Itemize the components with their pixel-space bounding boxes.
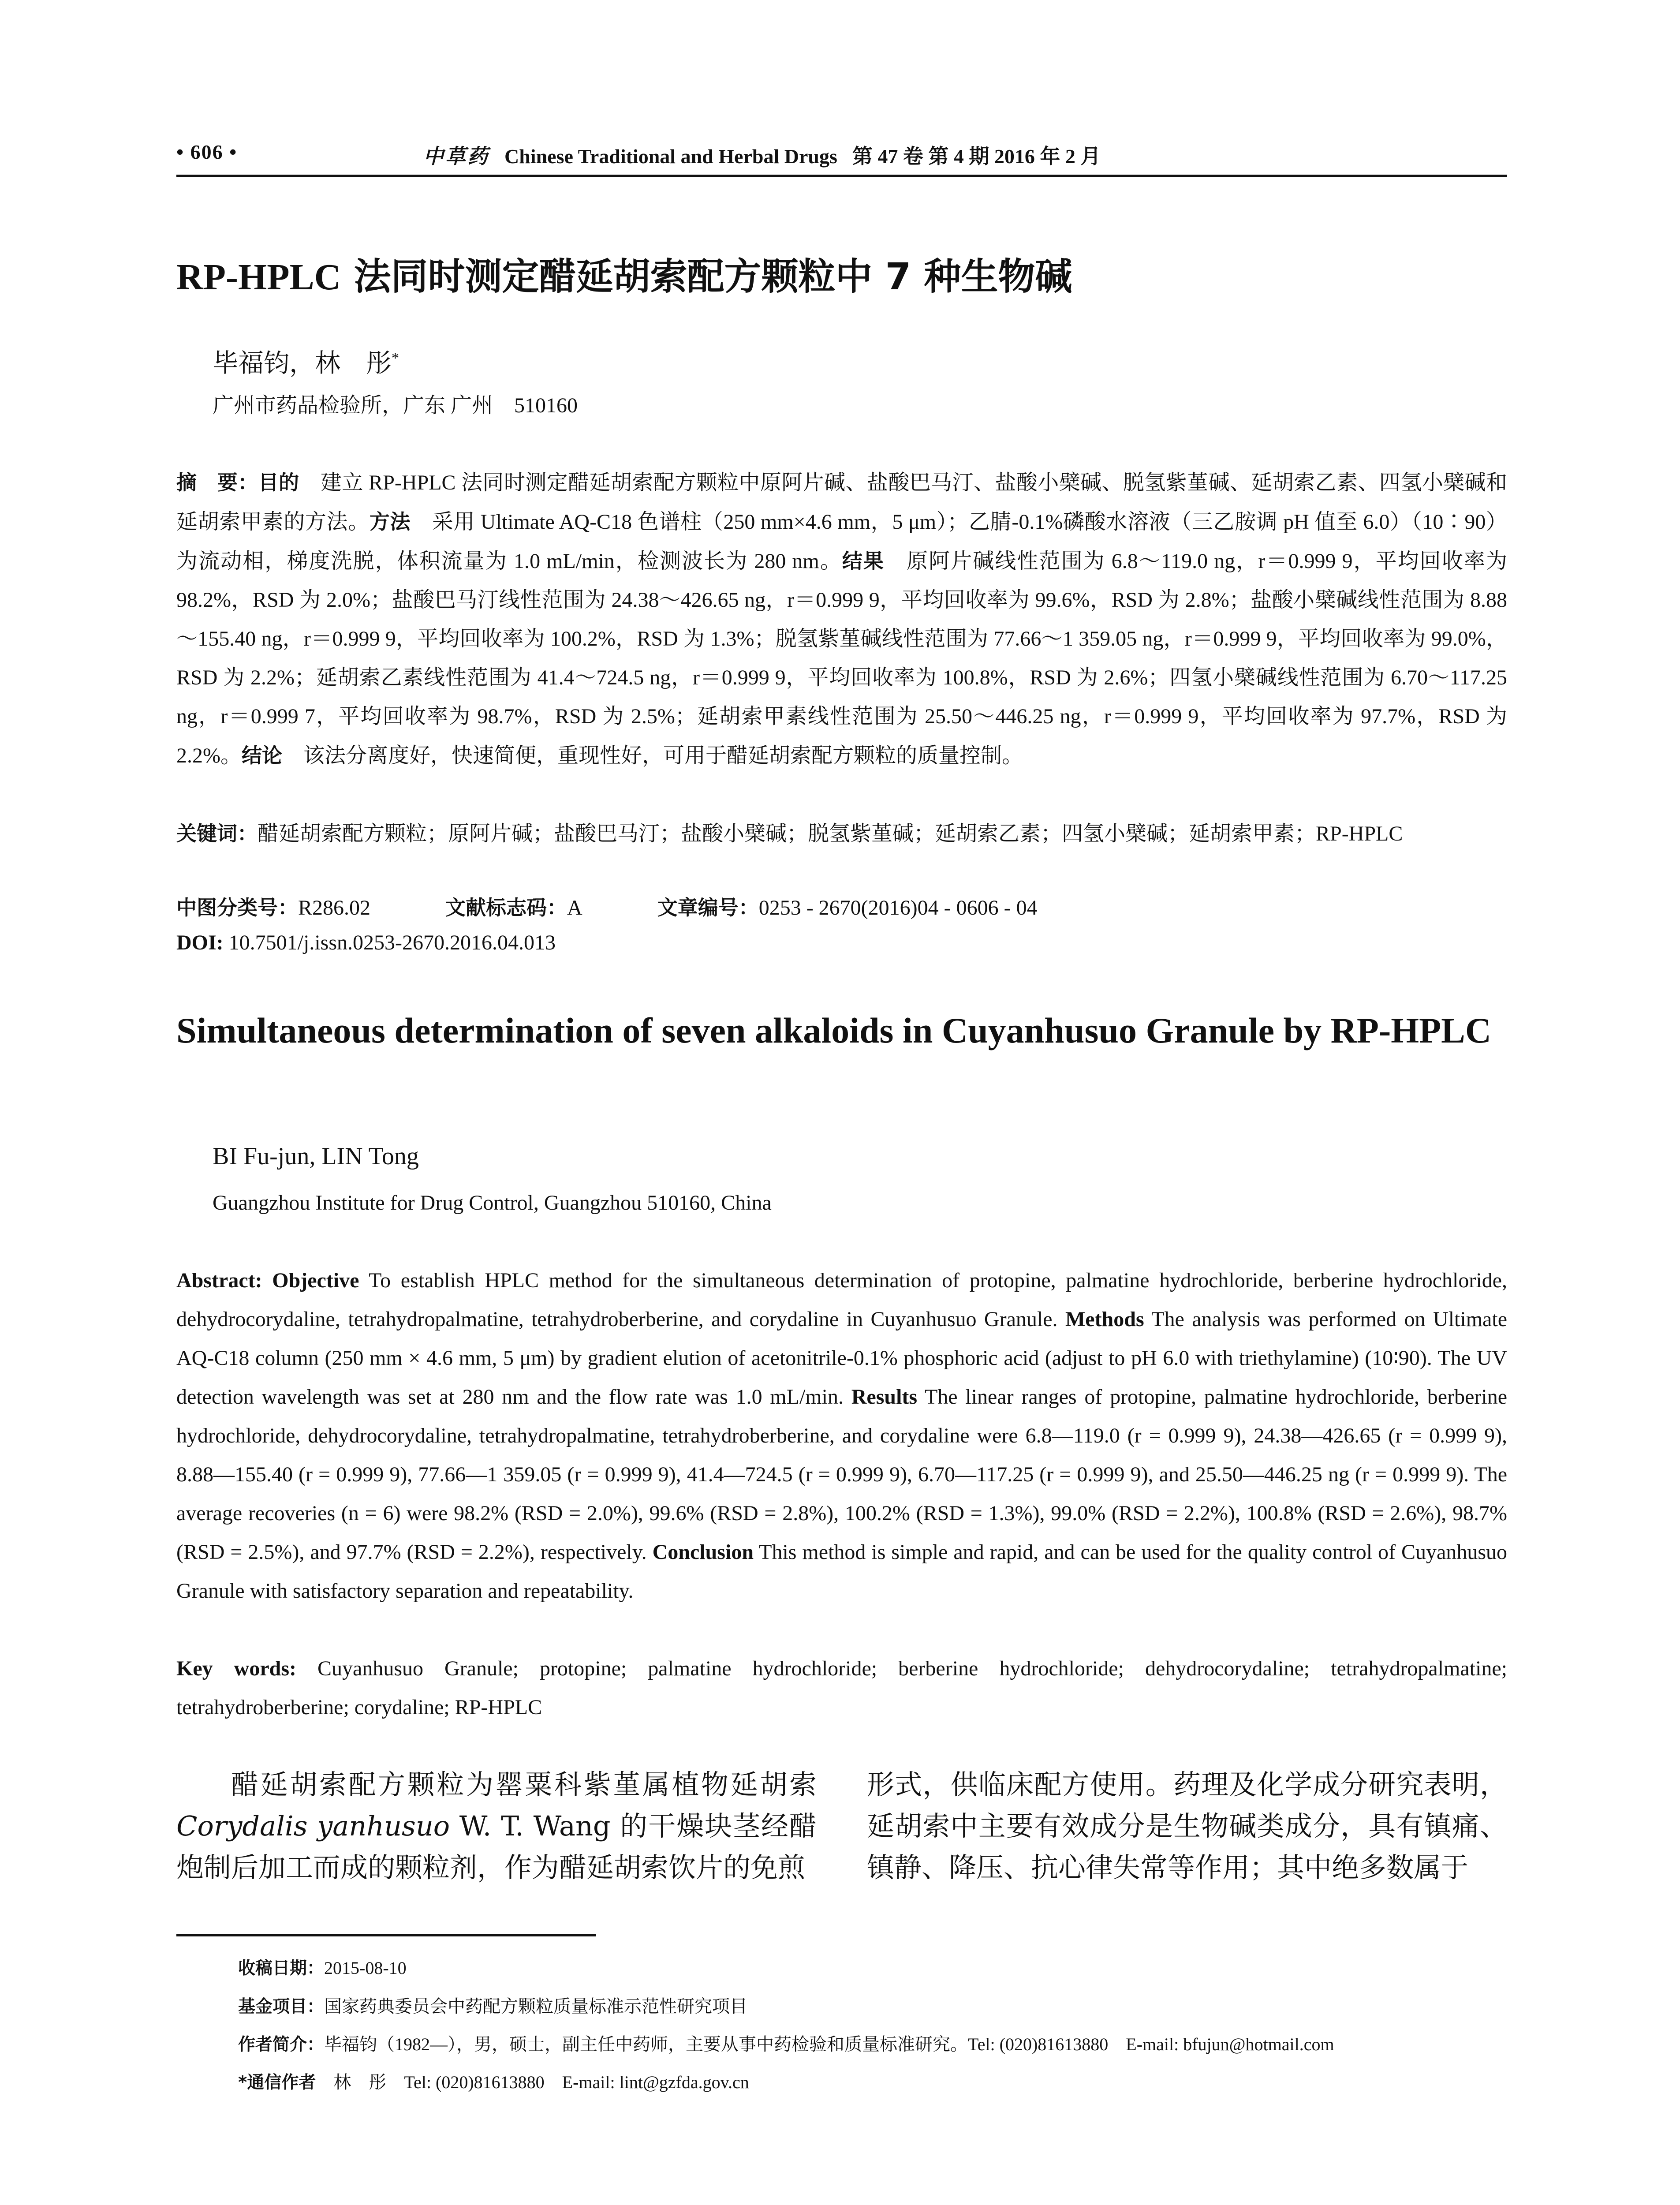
cn-affiliation: 广州市药品检验所，广东 广州 510160 xyxy=(213,394,578,417)
footnote-author-bio xyxy=(238,2030,1334,2056)
journal-name-en: Chinese Traditional and Herbal Drugs xyxy=(504,145,837,168)
cn-author-names: 毕福钧，林 彤 xyxy=(213,349,392,377)
footnote-rule xyxy=(176,1934,596,1936)
body-paragraph xyxy=(176,1764,817,1888)
footnote-received xyxy=(238,1955,407,1979)
en-affiliation: Guangzhou Institute for Drug Control, Guangzhou 510160, China xyxy=(213,1191,772,1215)
body-left-text-1: 醋延胡索配方颗粒为罂粟科紫堇属植物延胡索 xyxy=(231,1768,817,1801)
en-conclusion-text: This method is simple and rapid, and can be used for the quality control of Cuyanhusuo Granule with satisfactory separation and repeatability. xyxy=(176,1540,1508,1603)
article-no-value: 0253 - 2670(2016)04 - 0606 - 04 xyxy=(758,896,1038,919)
cn-result-label: 结果 xyxy=(842,549,885,573)
page-number: • 606 • xyxy=(176,141,238,163)
corresponding-mark: * xyxy=(392,350,399,366)
header-rule xyxy=(176,175,1507,177)
bio-label: 作者简介： xyxy=(238,2035,325,2055)
en-results-text: The linear ranges of protopine, palmatine hydrochloride, berberine hydrochloride, dehydrocorydaline, tetrahydropalmatine, tetrahydroberberine, and corydaline were 6.8—119.0 (r = 0.999 9), 24.38—426.65 (r = 0.999 9), 8.88—155.40 (r = 0.999 9), 77.66—1 359.05 (r = 0.999 9), 41.4—724.5 (r = 0.999 9), 6.70—117.25 (r = 0.999 9), and 25.50—446.25 ng (r = 0.999 9). The average recoveries (n = 6) were 98.2% (RSD = 2.0%), 99.6% (RSD = 2.8%), 100.2% (RSD = 1.3%), 99.0% (RSD = 2.2%), 100.8% (RSD = 2.6%), 98.7% (RSD = 2.5%), and 97.7% (RSD = 2.2%), respectively. xyxy=(176,1385,1508,1564)
cn-result-text: 原阿片碱线性范围为 6.8～119.0 ng，r＝0.999 9，平均回收率为 98.2%，RSD 为 2.0%；盐酸巴马汀线性范围为 24.38～426.65 ng，r＝0.999 9，平均回收率为 99.6%，RSD 为 2.8%；盐酸小檗碱线性范围为 8.88～155.40 ng，r＝0.999 9，平均回收率为 100.2%，RSD 为 1.3%；脱氢紫堇碱线性范围为 77.66～1 359.05 ng，r＝0.999 9，平均回收率为 99.0%，RSD 为 2.2%；延胡索乙素线性范围为 41.4～724.5 ng，r＝0.999 9，平均回收率为 100.8%，RSD 为 2.6%；四氢小檗碱线性范围为 6.70～117.25 ng，r＝0.999 7，平均回收率为 98.7%，RSD 为 2.5%；延胡索甲素线性范围为 25.50～446.25 ng，r＝0.999 9，平均回收率为 97.7%，RSD 为 2.2%。 xyxy=(176,549,1507,767)
received-date: 2015-08-10 xyxy=(324,1958,407,1978)
fund-text: 国家药典委员会中药配方颗粒质量标准示范性研究项目 xyxy=(324,1996,748,2016)
body-left-text-2: W. T. Wang 的干燥块茎经醋炮制后加工而成的颗粒剂，作为醋延胡索饮片的免煎 xyxy=(176,1810,817,1884)
doi-line xyxy=(176,931,556,955)
footnote-fund xyxy=(238,1992,747,2018)
en-keywords-text: Cuyanhusuo Granule; protopine; palmatine hydrochloride; berberine hydrochloride; dehydrocorydaline; tetrahydropalmatine; tetrahydroberberine; corydaline; RP-HPLC xyxy=(176,1657,1507,1719)
corresponding-text: 林 彤 Tel: (020)81613880 E-mail: lint@gzfda.gov.cn xyxy=(316,2072,749,2092)
cn-objective-label: 目的 xyxy=(258,471,299,494)
en-objective-label: Abstract: Objective xyxy=(176,1269,359,1292)
cn-title xyxy=(176,247,1072,300)
received-label: 收稿日期： xyxy=(238,1958,325,1978)
cn-classification-line xyxy=(176,892,1038,921)
cn-keywords xyxy=(176,814,1507,853)
corresponding-label: *通信作者 xyxy=(238,2073,316,2093)
en-keywords-label: Key words: xyxy=(176,1657,296,1680)
species-name: Corydalis yanhusuo xyxy=(176,1810,450,1842)
cn-method-label: 方法 xyxy=(369,510,411,534)
en-abstract xyxy=(176,1261,1507,1611)
cn-title-text: 法同时测定醋延胡索配方颗粒中 7 种生物碱 xyxy=(341,255,1072,298)
cn-keywords-label: 关键词： xyxy=(176,822,258,845)
footnote-corresponding xyxy=(238,2068,749,2093)
en-results-label: Results xyxy=(851,1385,918,1409)
cn-abstract xyxy=(176,463,1507,775)
body-column-right: 形式，供临床配方使用。药理及化学成分研究表明，延胡索中主要有效成分是生物碱类成分，具有镇痛、镇静、降压、抗心律失常等作用；其中绝多数属于 xyxy=(867,1768,1507,1884)
article-no-label: 文章编号： xyxy=(657,896,759,919)
cn-conclusion-label: 结论 xyxy=(242,744,282,767)
journal-logo: 中草药 xyxy=(423,145,489,168)
cn-keywords-text: 醋延胡索配方颗粒；原阿片碱；盐酸巴马汀；盐酸小檗碱；脱氢紫堇碱；延胡索乙素；四氢小檗碱；延胡索甲素；RP-HPLC xyxy=(258,822,1403,845)
en-keywords xyxy=(176,1649,1507,1727)
doi-value: 10.7501/j.issn.0253-2670.2016.04.013 xyxy=(223,931,556,954)
clc-value: R286.02 xyxy=(298,896,371,919)
bio-text: 毕福钧（1982—），男，硕士，副主任中药师，主要从事中药检验和质量标准研究。Tel: (020)81613880 E-mail: bfujun@hotmail.com xyxy=(324,2034,1334,2054)
cn-title-latin: RP-HPLC xyxy=(176,257,341,298)
en-title: Simultaneous determination of seven alkaloids in Cuyanhusuo Granule by RP-HPLC xyxy=(176,1010,1492,1050)
body-column-left xyxy=(176,1764,817,1888)
en-objective-text: To establish HPLC method for the simultaneous determination of protopine, palmatine hydrochloride, berberine hydrochloride, dehydrocorydaline, tetrahydropalmatine, tetrahydroberberine, and corydaline in Cuyanhusuo Granule. xyxy=(176,1269,1507,1331)
cn-abstract-label: 摘 要： xyxy=(176,471,258,494)
doi-label: DOI: xyxy=(176,931,224,954)
cn-authors xyxy=(213,342,399,379)
en-methods-label: Methods xyxy=(1065,1308,1144,1331)
doc-code-label: 文献标志码： xyxy=(445,896,567,919)
en-authors: BI Fu-jun, LIN Tong xyxy=(213,1143,419,1170)
journal-issue: 第 47 卷 第 4 期 2016 年 2 月 xyxy=(852,145,1101,168)
cn-conclusion-text: 该法分离度好，快速简便，重现性好，可用于醋延胡索配方颗粒的质量控制。 xyxy=(282,744,1023,767)
fund-label: 基金项目： xyxy=(238,1997,325,2017)
cn-method-text: 采用 Ultimate AQ-C18 色谱柱（250 mm×4.6 mm，5 μm）；乙腈-0.1%磷酸水溶液（三乙胺调 pH 值至 6.0）（10∶90）为流动相，梯度洗脱，体积流量为 1.0 mL/min，检测波长为 280 nm。 xyxy=(176,510,1507,573)
en-conclusion-label: Conclusion xyxy=(652,1540,754,1564)
clc-label: 中图分类号： xyxy=(176,896,298,919)
en-methods-text: The analysis was performed on Ultimate AQ-C18 column (250 mm × 4.6 mm, 5 μm) by gradient elution of acetonitrile-0.1% phosphoric acid (adjust to pH 6.0 with triethylamine) (10∶90). The UV detection wavelength was set at 280 nm and the flow rate was 1.0 mL/min. xyxy=(176,1308,1508,1409)
doc-code-value: A xyxy=(567,896,582,919)
cn-objective-text: 建立 RP-HPLC 法同时测定醋延胡索配方颗粒中原阿片碱、盐酸巴马汀、盐酸小檗碱、脱氢紫堇碱、延胡索乙素、四氢小檗碱和延胡索甲素的方法。 xyxy=(176,471,1508,534)
journal-header xyxy=(423,140,1101,169)
